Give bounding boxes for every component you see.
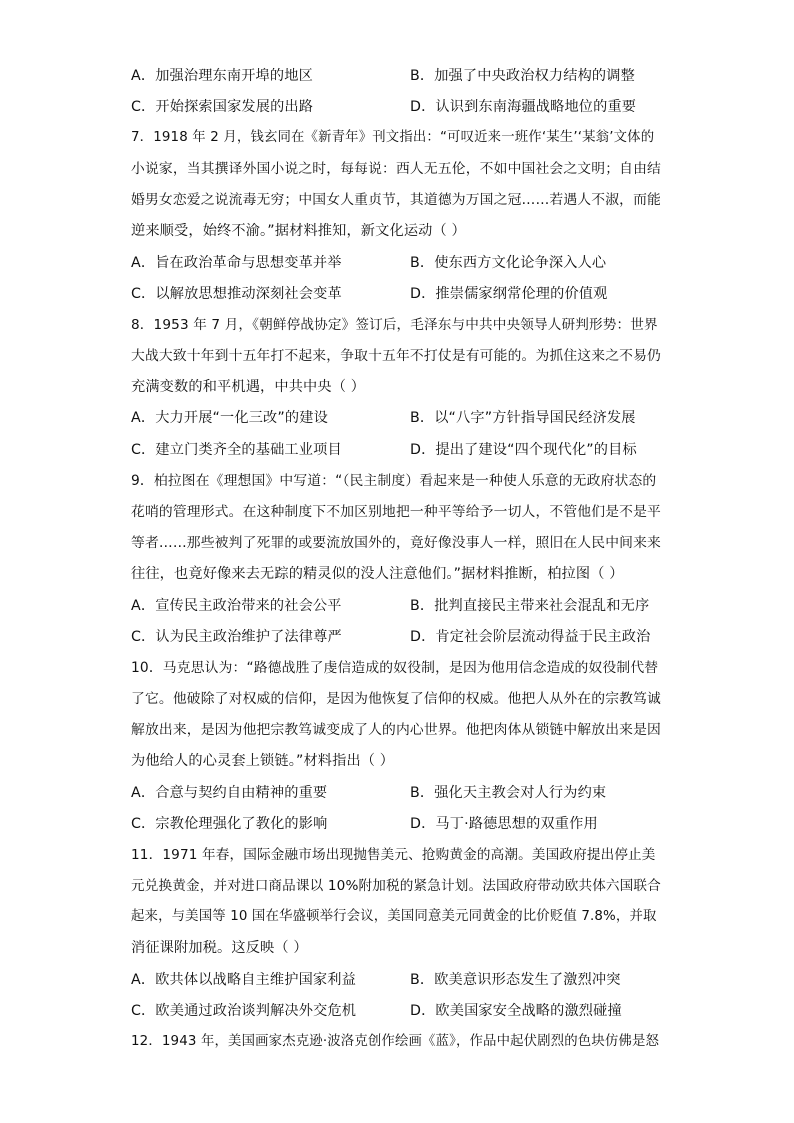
q7-option-b: B．使东西方文化论争深入人心 [410,255,607,271]
q6-option-c: C．开始探索国家发展的出路 [131,99,314,115]
q7-stem-line-3: 婚男女恋爱之说流毒无穷；中国女人重贞节，其道德为万国之冠……若遇人不淑，而能 [131,192,661,208]
q11-stem-line-2: 元兑换黄金，并对进口商品课以 10%附加税的紧急计划。法国政府带动欧共体六国联合 [131,878,661,894]
q11-stem-line-4: 消征课附加税。这反映（ ） [131,940,308,956]
q9-stem-line-1: 9．柏拉图在《理想国》中写道：“（民主制度）看起来是一种使人乐意的无政府状态的 [131,473,657,489]
q7-option-c: C．以解放思想推动深刻社会变革 [131,286,342,302]
q10-option-b: B．强化天主教会对人行为约束 [410,785,607,801]
q11-option-a: A．欧共体以战略自主维护国家利益 [131,972,356,988]
q12-stem-line-1: 12．1943 年，美国画家杰克逊·波洛克创作绘画《蓝》，作品中起伏剧烈的色块仿佛是怒 [131,1034,660,1049]
q10-stem-line-4: 为他给人的心灵套上锁链。”材料指出（ ） [131,753,395,769]
q10-stem-line-1: 10．马克思认为：“路德战胜了虔信造成的奴役制，是因为他用信念造成的奴役制代替 [131,660,659,676]
q9-option-c: C．认为民主政治维护了法律尊严 [131,629,342,645]
q8-stem-line-2: 大战大致十年到十五年打不起来，争取十五年不打仗是有可能的。为抓住这来之不易仍 [131,348,661,364]
q8-option-a: A．大力开展“一化三改”的建设 [131,410,328,426]
q10-option-d: D．马丁·路德思想的双重作用 [410,816,598,832]
q10-option-a: A．合意与契约自由精神的重要 [131,785,328,801]
q8-option-c: C．建立门类齐全的基础工业项目 [131,442,342,458]
q11-stem-line-3: 起来，与美国等 10 国在华盛顿举行会议，美国同意美元同黄金的比价贬值 7.8%，并取 [131,909,657,924]
q10-stem-line-2: 了它。他破除了对权威的信仰，是因为他恢复了信仰的权威。他把人从外在的宗教笃诚 [131,691,661,707]
q9-option-a: A．宣传民主政治带来的社会公平 [131,598,342,614]
q7-option-a: A．旨在政治革命与思想变革并举 [131,255,342,271]
q11-option-c: C．欧美通过政治谈判解决外交危机 [131,1003,357,1019]
q6-option-a: A．加强治理东南开埠的地区 [131,68,313,84]
q7-stem-line-4: 逆来顺受，始终不渝。”据材料推知，新文化运动（ ） [131,223,466,239]
q8-stem-line-1: 8．1953 年 7 月，《朝鲜停战协定》签订后，毛泽东与中共中央领导人研判形势：世界 [131,317,658,333]
q8-option-d: D．提出了建设“四个现代化”的目标 [410,442,637,458]
q11-option-b: B．欧美意识形态发生了激烈冲突 [410,972,621,988]
q6-option-d: D．认识到东南海疆战略地位的重要 [410,99,637,115]
q7-option-d: D．推崇儒家纲常伦理的价值观 [410,286,608,302]
q8-option-b: B．以“八字”方针指导国民经济发展 [410,410,636,426]
q9-option-b: B．批判直接民主带来社会混乱和无序 [410,598,650,614]
q10-stem-line-3: 解放出来，是因为他把宗教笃诚变成了人的内心世界。他把肉体从锁链中解放出来是因 [131,722,661,738]
q9-option-d: D．肯定社会阶层流动得益于民主政治 [410,629,651,645]
q11-stem-line-1: 11．1971 年春，国际金融市场出现抛售美元、抢购黄金的高潮。美国政府提出停止美 [131,847,656,863]
q8-stem-line-3: 充满变数的和平机遇，中共中央（ ） [131,379,366,395]
q9-stem-line-3: 等者……那些被判了死罪的或要流放国外的，竟好像没事人一样，照旧在人民中间来来 [131,535,661,551]
q9-stem-line-2: 花哨的管理形式。在这种制度下不加区别地把一种平等给予一切人，不管他们是不是平 [131,504,661,520]
q7-stem-line-2: 小说家，当其撰译外国小说之时，每每说：西人无五伦，不如中国社会之文明；自由结 [131,161,661,177]
q6-option-b: B．加强了中央政治权力结构的调整 [410,68,635,84]
q10-option-c: C．宗教伦理强化了教化的影响 [131,816,328,832]
q9-stem-line-4: 往往，也竟好像来去无踪的精灵似的没人注意他们。”据材料推断，柏拉图（ ） [131,566,624,582]
q7-stem-line-1: 7．1918 年 2 月，钱玄同在《新青年》刊文指出：“可叹近来一班作‘某生’‘某翁’文体的 [131,130,655,145]
q11-option-d: D．欧美国家安全战略的激烈碰撞 [410,1003,622,1019]
